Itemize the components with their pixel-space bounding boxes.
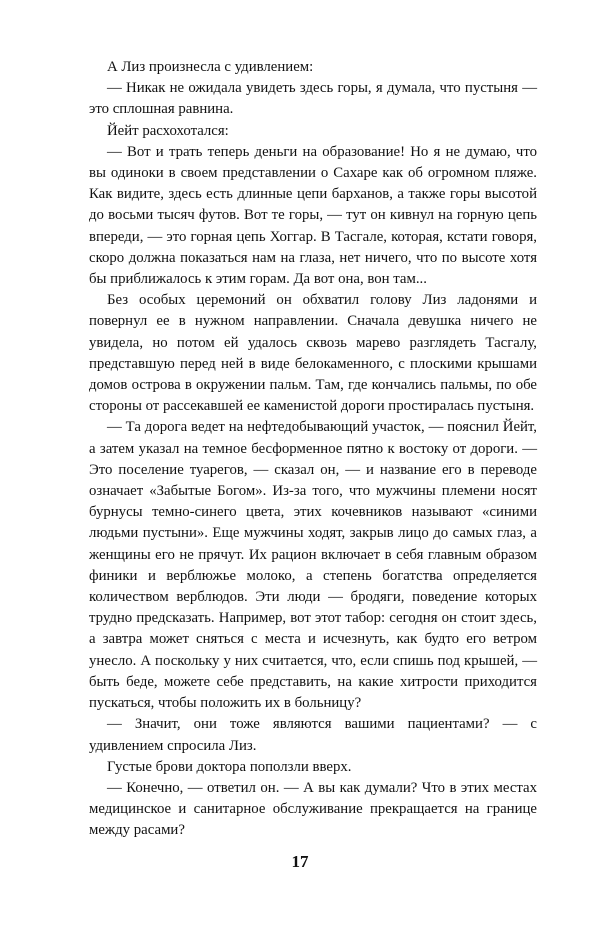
paragraph-3: Йейт расхохотался: [107, 122, 229, 139]
paragraph-4: — Вот и трать теперь деньги на образование! Но я не думаю, что вы одиноки в своем представлении о Сахаре как об огромном пляже. Как видите, здесь есть длинные цепи барханов, а также горы высотой до восьми тысяч футов. Вот те горы, — тут он кивнул на горную цепь впереди, — это горная цепь Хоггар. В Тасгале, которая, кстати говоря, скоро должна показаться нам на глаза, нет ничего, что по высоте хотя бы приближалось к этим горам. Да вот она, вон там... [89, 143, 537, 288]
page-text [89, 57, 537, 842]
paragraph-1: А Лиз произнесла с удивлением: [107, 59, 314, 75]
paragraph-9: — Конечно, — ответил он. — А вы как думали? Что в этих местах медицинское и санитарное обслуживание прекращается на границе между расами? [89, 779, 537, 839]
paragraph-7: — Значит, они тоже являются вашими пациентами? — с удивлением спросила Лиз. [89, 716, 537, 754]
paragraph-6: — Та дорога ведет на нефтедобывающий участок, — пояснил Йейт, а затем указал на темное бесформенное пятно к востоку от дороги. — Это поселение туарегов, — сказал он, — и название его в переводе означает «Забытые Богом». Из-за того, что мужчины племени носят бурнусы темно-синего цвета, этих кочевников называют «синими людьми пустыни». Еще мужчины ходят, закрыв лицо до самых глаз, а женщины его не прячут. Их рацион включает в себя главным образом финики и верблюжье молоко, а степень богатства определяется количеством верблюдов. Эти люди — бродяги, поведение которых трудно предсказать. Например, вот этот табор: сегодня он стоит здесь, а завтра может сняться с места и исчезнуть, как будто его ветром унесло. А поскольку у них считается, что, если спишь под крышей, — быть беде, можете себе представить, на какие хитрости приходится пускаться, чтобы положить их в больницу? [89, 419, 537, 712]
paragraph-2: — Никак не ожидала увидеть здесь горы, я думала, что пустыня — это сплошная равнина. [89, 80, 537, 118]
paragraph-5: Без особых церемоний он обхватил голову Лиз ладонями и повернул ее в нужном направлении. Сначала девушка ничего не увидела, но потом ей удалось сквозь марево разглядеть Тасгалу, представшую перед ней в виде белокаменного, с плоскими крышами домов острова в окружении пальм. Там, где кончались пальмы, по обе стороны от рассекавшей ее каменистой дороги простиралась пустыня. [89, 292, 537, 415]
page-number: 17 [291, 852, 309, 871]
paragraph-8: Густые брови доктора поползли вверх. [107, 758, 352, 775]
